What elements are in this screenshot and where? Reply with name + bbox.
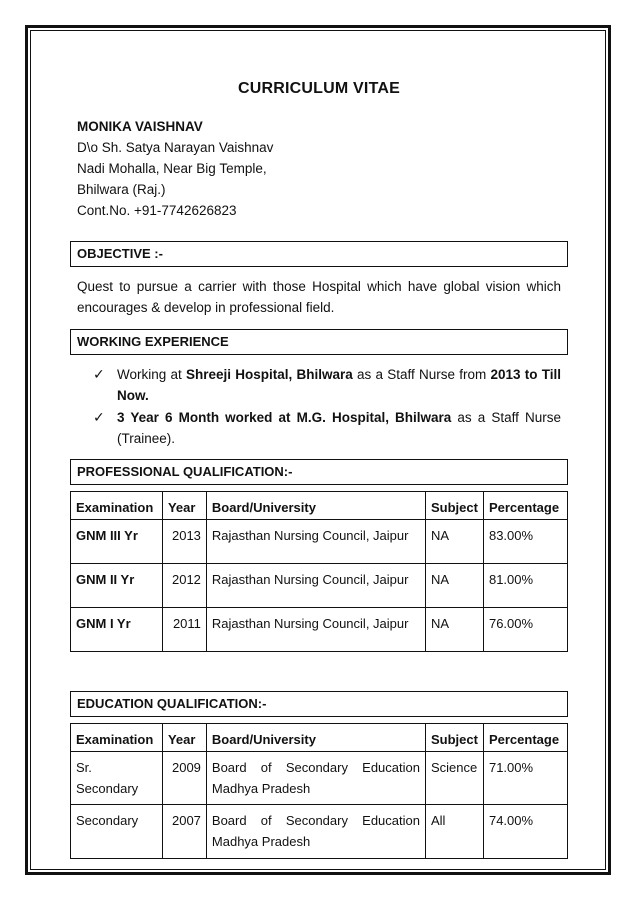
table-header-row (71, 492, 568, 520)
table-cell: All (425, 805, 483, 859)
table-cell: 76.00% (483, 608, 567, 652)
table-cell: 81.00% (483, 564, 567, 608)
objective-text: Quest to pursue a carrier with those Hospital which have global vision which encourages & develop in professional field. (77, 279, 561, 315)
checkmark-icon: ✓ (93, 366, 105, 382)
table-row (71, 564, 568, 608)
table-header-row (71, 724, 568, 752)
column-header: Subject (425, 492, 483, 520)
table-cell: 74.00% (483, 805, 567, 859)
table-row (71, 608, 568, 652)
table-cell: 2011 (162, 608, 206, 652)
table-cell: 2009 (162, 752, 206, 805)
education-heading: EDUCATION QUALIFICATION:- (70, 691, 568, 717)
experience-item: ✓ Working at Shreeji Hospital, Bhilwara as a Staff Nurse from 2013 to Till Now. (93, 366, 562, 403)
table-cell: Rajasthan Nursing Council, Jaipur (206, 564, 425, 608)
contact-line: Nadi Mohalla, Near Big Temple, (77, 161, 267, 176)
table-cell: Board of Secondary Education Madhya Pradesh (206, 752, 425, 805)
table-cell: Secondary (71, 805, 163, 859)
professional-qualification-table (70, 491, 568, 652)
column-header: Percentage (483, 724, 567, 752)
contact-line: Bhilwara (Raj.) (77, 182, 166, 197)
column-header: Board/University (206, 724, 425, 752)
table-cell: Sr. Secondary (71, 752, 163, 805)
table-cell: Board of Secondary Education Madhya Pradesh (206, 805, 425, 859)
column-header: Year (162, 724, 206, 752)
professional-heading: PROFESSIONAL QUALIFICATION:- (70, 459, 568, 485)
table-cell: NA (425, 520, 483, 564)
contact-block (77, 116, 273, 221)
candidate-name: MONIKA VAISHNAV (77, 119, 203, 134)
contact-phone: Cont.No. +91-7742626823 (77, 203, 237, 218)
column-header: Percentage (483, 492, 567, 520)
column-header: Board/University (206, 492, 425, 520)
table-row (71, 752, 568, 805)
table-cell: GNM III Yr (71, 520, 163, 564)
table-cell: GNM I Yr (71, 608, 163, 652)
contact-line: D\o Sh. Satya Narayan Vaishnav (77, 140, 274, 155)
table-cell: 2013 (162, 520, 206, 564)
table-row (71, 520, 568, 564)
document-title: CURRICULUM VITAE (237, 80, 400, 97)
table-cell: GNM II Yr (71, 564, 163, 608)
column-header: Examination (71, 492, 163, 520)
column-header: Subject (425, 724, 483, 752)
checkmark-icon: ✓ (93, 409, 105, 425)
table-row (71, 805, 568, 859)
table-cell: 71.00% (483, 752, 567, 805)
column-header: Year (162, 492, 206, 520)
experience-item: ✓ 3 Year 6 Month worked at M.G. Hospital, Bhilwara as a Staff Nurse (Trainee). (93, 409, 561, 446)
table-cell: 83.00% (483, 520, 567, 564)
table-cell: NA (425, 608, 483, 652)
table-cell: Rajasthan Nursing Council, Jaipur (206, 520, 425, 564)
experience-list (93, 364, 561, 450)
experience-heading: WORKING EXPERIENCE (70, 329, 568, 355)
table-cell: Science (425, 752, 483, 805)
table-cell: 2012 (162, 564, 206, 608)
table-cell: Rajasthan Nursing Council, Jaipur (206, 608, 425, 652)
column-header: Examination (71, 724, 163, 752)
table-cell: NA (425, 564, 483, 608)
education-qualification-table (70, 723, 568, 859)
table-cell: 2007 (162, 805, 206, 859)
objective-heading: OBJECTIVE :- (70, 241, 568, 267)
